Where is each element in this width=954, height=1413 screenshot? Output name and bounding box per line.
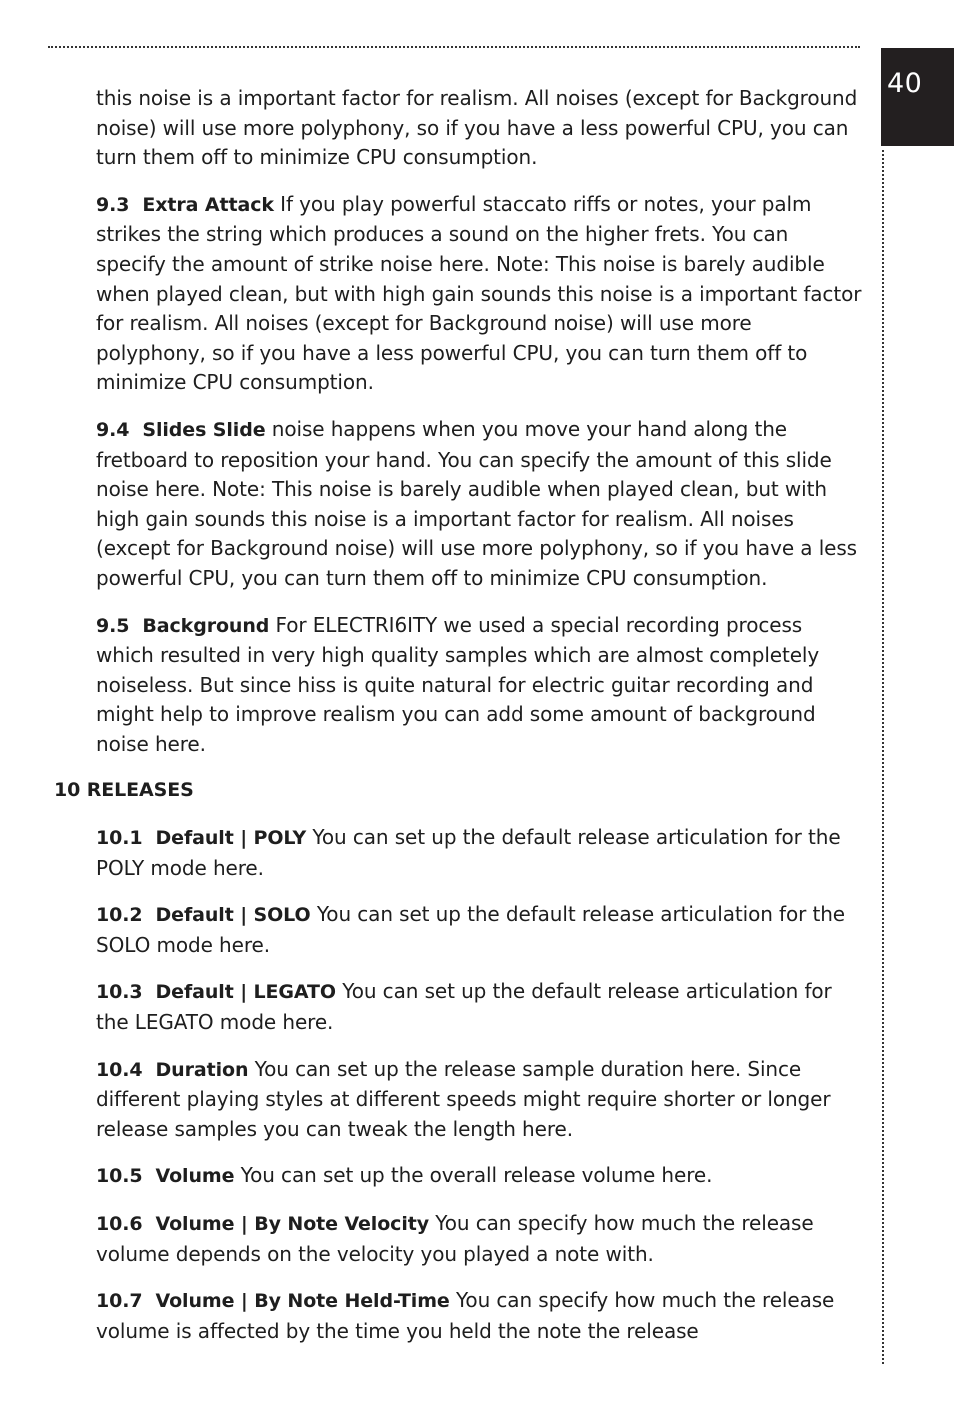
section-body: You can set up the default release articulation for the LEGATO mode here. — [96, 979, 832, 1035]
section-title: 9.5 Background — [96, 614, 270, 637]
section-title: 10.5 Volume — [96, 1165, 235, 1188]
section-body: If you play powerful staccato riffs or notes, your palm strikes the string which produces a sound on the higher frets. You can specify the amount of strike noise here. Note: This noise is barely audible when played clean, but with high gain sounds this noise is a important factor for realism. All noises (except for Background noise) will use more polyphony, so if you have a less powerful CPU, you can turn them off to minimize CPU consumption. — [96, 191, 862, 395]
section-title: 9.3 Extra Attack — [96, 193, 274, 216]
section-10-6 — [96, 1209, 862, 1269]
section-10-2 — [96, 900, 862, 960]
page-content — [0, 84, 870, 1363]
section-9-5 — [96, 611, 862, 760]
section-title: 10.4 Duration — [96, 1058, 249, 1081]
page-number: 40 — [887, 68, 923, 99]
section-10-3 — [96, 977, 862, 1037]
section-body: You can set up the default release articulation for the POLY mode here. — [96, 825, 841, 880]
section-9-3 — [96, 190, 862, 398]
section-title: 10.6 Volume | By Note Velocity — [96, 1213, 430, 1235]
section-title: 10.2 Default | SOLO — [96, 904, 311, 927]
section-10-1 — [96, 823, 862, 883]
section-body: You can set up the default release articulation for the SOLO mode here. — [96, 902, 846, 957]
section-body: You can set up the release sample duration here. Since different playing styles at different speeds might require shorter or longer release samples you can tweak the length here. — [96, 1056, 831, 1141]
section-body: noise happens when you move your hand along the fretboard to reposition your hand. You can specify the amount of this slide noise here. Note: This noise is barely audible when played clean, but with high gain sounds this noise is a important factor for realism. All noises (except for Background noise) will use more polyphony, so if you have a less powerful CPU, you can turn them off to minimize CPU consumption. — [96, 416, 858, 590]
section-10-5 — [96, 1161, 862, 1192]
section-9-4 — [96, 415, 862, 594]
section-10-heading: 10 RELEASES — [54, 779, 194, 802]
top-dotted-rule — [48, 46, 860, 48]
section-body: For ELECTRI6ITY we used a special recording process which resulted in very high quality samples which are almost completely noiseless. But since hiss is quite natural for electric guitar recording and might help to improve realism you can add some amount of background noise here. — [96, 612, 820, 756]
page-number-tab — [881, 48, 954, 146]
section-body: You can specify how much the release volume depends on the velocity you played a note with. — [96, 1211, 814, 1266]
side-dotted-rule — [882, 150, 884, 1364]
section-title: 10.7 Volume | By Note Held-Time — [96, 1290, 450, 1313]
section-body: You can specify how much the release volume is affected by the time you held the note the release — [96, 1288, 835, 1343]
section-body: You can set up the overall release volume here. — [240, 1163, 713, 1188]
section-title: 10.3 Default | LEGATO — [96, 981, 336, 1004]
section-10-4 — [96, 1055, 862, 1145]
section-title: 10.1 Default | POLY — [96, 827, 307, 850]
section-title: 9.4 Slides Slide — [96, 418, 266, 441]
section-10-7 — [96, 1286, 862, 1346]
intro-paragraph: this noise is a important factor for realism. All noises (except for Background noise) will use more polyphony, so if you have a less powerful CPU, you can turn them off to minimize CPU consumption. — [96, 86, 858, 170]
